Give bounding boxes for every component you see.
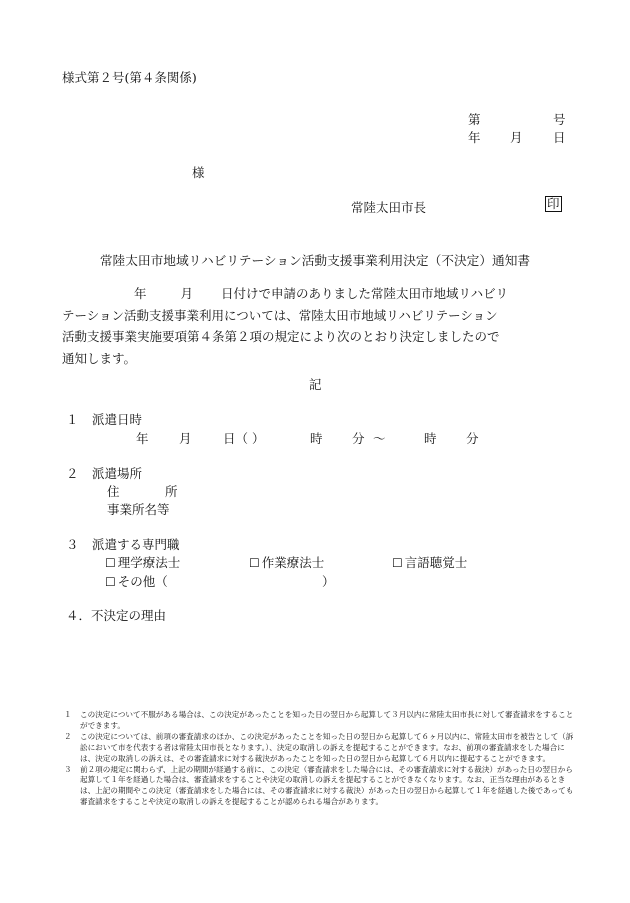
section-4-label: ４．不決定の理由 <box>66 608 167 623</box>
note-number: ２ <box>64 731 72 741</box>
body-line-4: 通知します。 <box>62 350 137 366</box>
note-text: 前２項の規定に関わらず、上記の期間が経過する前に、この決定（審査請求をした場合には、その審査請求に対する裁決）があった日の翌日から起算して１年を経過した場合は、審査請求をすることや決定の取消しの訴えを提起することができなくなります。なお、正当な理由があるときは、上記の期間やこの決定（審査請求をした場合には、その審査請求に対する裁決）があった日の翌日から起算して１年を経過した後であっても審査請求をすることや決定の取消しの訴えを提起することが認められる場合があります。 <box>80 764 574 807</box>
note-item <box>64 765 574 809</box>
section-1-minute-start: 分 <box>352 431 365 446</box>
ki-heading: 記 <box>309 377 322 392</box>
notes <box>64 710 574 808</box>
section-1-hour-end: 時 <box>424 431 437 446</box>
section-2-label: 派遣場所 <box>92 466 143 481</box>
seal-text: 印 <box>547 196 560 211</box>
note-item <box>64 710 574 732</box>
option-other[interactable] <box>105 572 168 590</box>
section-1-year: 年 <box>136 431 149 446</box>
section-2-office: 事業所名等 <box>107 502 170 517</box>
note-text: この決定については、前項の審査請求のほか、この決定があったことを知った日の翌日から起算して６ヶ月以内に、常陸太田市を被告として（訴訟において市を代表する者は常陸太田市長となります。）、決定の取消しの訴えを提起することができます。なお、前項の審査請求をした場合には、決定の取消しの訴えは、その審査請求に対する裁決があったことを知った日の翌日から起算して６月以内に提起することができます。 <box>80 731 574 763</box>
option-speech-therapist[interactable] <box>392 553 467 571</box>
section-1-number: １ <box>66 412 79 427</box>
option-other-label: その他（ <box>117 574 168 589</box>
section-1-month: 月 <box>179 431 192 446</box>
seal-stamp <box>545 196 562 212</box>
date-year: 年 <box>468 130 481 145</box>
option-other-close: ） <box>322 574 335 589</box>
section-2-address-a: 住 <box>107 484 120 499</box>
body-line-1-rest: 日付けで申請のありました常陸太田市地域リハビリ <box>221 286 509 301</box>
option-speech-therapist-label: 言語聴覚士 <box>404 555 468 570</box>
body-year: 年 <box>134 286 147 301</box>
date-month: 月 <box>510 130 523 145</box>
sender-name: 常陸太田市長 <box>351 200 427 215</box>
form-label: 様式第２号(第４条関係) <box>62 70 197 85</box>
addressee: 様 <box>192 165 205 180</box>
checkbox-icon[interactable]: ☐ <box>392 556 403 570</box>
note-number: １ <box>64 710 72 719</box>
section-1-minute-end: 分 <box>466 431 479 446</box>
doc-number-dai: 第 <box>468 112 481 127</box>
option-occupational-therapist[interactable] <box>249 553 324 571</box>
section-3-number: ３ <box>66 537 79 552</box>
section-1-label: 派遣日時 <box>92 412 143 427</box>
note-text: この決定について不服がある場合は、この決定があったことを知った日の翌日から起算して３月以内に常陸太田市長に対して審査請求をすることができます。 <box>80 710 574 730</box>
body-line-2: テーション活動支援事業利用については、常陸太田市地域リハビリテーション <box>62 307 498 323</box>
doc-number-go: 号 <box>553 112 566 127</box>
checkbox-icon[interactable]: ☐ <box>249 556 260 570</box>
option-physical-therapist[interactable] <box>105 553 180 571</box>
checkbox-icon[interactable]: ☐ <box>105 575 116 589</box>
section-1-hour-start: 時 <box>310 431 323 446</box>
checkbox-icon[interactable]: ☐ <box>105 556 116 570</box>
section-1-tilde: ～ <box>373 431 386 446</box>
note-item <box>64 732 574 765</box>
date-day: 日 <box>553 130 566 145</box>
body-month: 月 <box>180 286 194 301</box>
note-number: ３ <box>64 764 72 774</box>
body-paragraph <box>62 283 578 369</box>
body-line-3: 活動支援事業実施要項第４条第２項の規定により次のとおり決定しましたので <box>62 329 500 344</box>
section-3-label: 派遣する専門職 <box>92 537 180 552</box>
section-2-address-b: 所 <box>165 484 178 499</box>
body-line-1 <box>62 283 578 305</box>
section-1-day: 日（ ） <box>223 431 265 446</box>
section-2-number: ２ <box>66 466 79 481</box>
document-title: 常陸太田市地域リハビリテーション活動支援事業利用決定（不決定）通知書 <box>99 253 531 268</box>
option-occupational-therapist-label: 作業療法士 <box>261 555 325 570</box>
option-physical-therapist-label: 理学療法士 <box>117 555 181 570</box>
